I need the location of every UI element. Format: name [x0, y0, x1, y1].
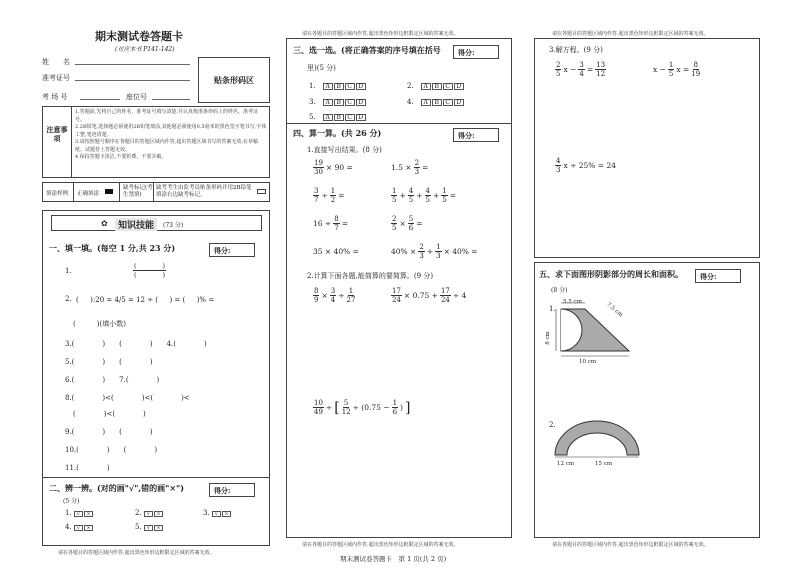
footer-notice: 请在各题目的答题区域内作答,超出黑色矩形边框限定区域的答案无效。 — [552, 542, 709, 548]
calc-expr[interactable]: $\frac{1}{5}$ + $\frac{4}{5}$ + $\frac{4}{5}$ + $\frac{1}{5}$ = — [392, 187, 457, 204]
absent-label: 缺考标记(考生禁填) — [123, 185, 153, 198]
note-item: 3.请按照题号顺序在各题目的答题区域内作答,超出答题区域书写的答案无效;在草稿纸、试题卷上答题无效。 — [75, 139, 259, 153]
q1-line[interactable]: 8.( )<( )<( )< — [65, 394, 190, 402]
seat-label: 座位号 — [126, 93, 147, 101]
calc-expr[interactable]: 40% × $\frac{2}{3}$ + $\frac{1}{3}$ × 40% = — [391, 243, 478, 260]
fill-row — [42, 182, 270, 202]
room-label: 考 场 号 — [42, 93, 68, 101]
q4-title: 四、算一算。(共 26 分) — [293, 128, 382, 138]
q2-title: 二、辨一辨。(对的画"√",错的画"×") — [49, 483, 184, 493]
dim-label: 7.5 cm — [605, 301, 624, 319]
q3-item[interactable]: 2. A B C D — [407, 81, 465, 91]
q4-sub1: 1.直接写出结果。(8 分) — [307, 146, 382, 154]
footer-notice: 请在各题目的答题区域内作答,超出黑色矩形边框限定区域的答案无效。 — [552, 31, 709, 37]
figure-2-label: 2. — [549, 421, 556, 429]
fill-correct-label: 正确填涂 — [77, 191, 100, 197]
q1-line: 1. — [65, 267, 72, 275]
calc-expr[interactable]: $\frac{8}{9}$ × $\frac{3}{4}$ ÷ $\frac{1}{27}$ — [314, 287, 356, 304]
name-field[interactable] — [75, 64, 190, 65]
calc-expr[interactable]: $\frac{3}{7}$ ÷ $\frac{1}{2}$ = — [314, 187, 345, 204]
id-field[interactable] — [75, 80, 190, 81]
knowledge-panel — [42, 210, 270, 546]
footer-notice: 请在各题目的答题区域内作答,超出黑色矩形边框限定区域的答案无效。 — [302, 31, 459, 37]
q1-line[interactable]: ( )<( ) — [73, 410, 146, 418]
calc-expr[interactable]: $\frac{10}{49}$ ÷ [ $\frac{5}{12}$ ÷ (0.75 − $\frac{1}{6}$ ) ] — [314, 399, 411, 416]
q2-item[interactable]: 2. √ × — [135, 509, 164, 517]
dim-label: 15 cm — [595, 461, 613, 467]
room-field[interactable] — [80, 99, 120, 100]
dim-label: 10 cm — [579, 359, 597, 365]
notes-list — [75, 109, 267, 162]
q2-item[interactable]: 5. √ × — [135, 523, 164, 531]
filled-mark — [105, 189, 113, 194]
calc-expr[interactable]: $\frac{19}{30}$ × 90 = — [314, 159, 353, 176]
absent-checkbox[interactable] — [257, 189, 266, 194]
q1-line[interactable]: 11.( ) — [65, 464, 110, 472]
id-label: 准考证号 — [42, 74, 70, 82]
q1-fraction-blanks[interactable]: ( ) ( ) — [134, 262, 166, 279]
calc-expr[interactable]: 1.5 × $\frac{2}{3}$ = — [391, 159, 429, 176]
q1-line[interactable]: 9.( ) ( ) — [65, 428, 153, 436]
q1-line: 2. — [65, 295, 72, 303]
notes-heading: 注意事项 — [46, 125, 68, 143]
answer-panel-2 — [286, 38, 512, 538]
equation[interactable]: $\frac{4}{3}$ x ÷ 25% = 24 — [556, 157, 617, 174]
score-box[interactable]: 得分: — [453, 128, 499, 142]
name-label: 姓 名 — [42, 58, 70, 66]
calc-expr[interactable]: 16 ÷ $\frac{8}{7}$ = — [313, 215, 348, 232]
q3-item[interactable]: 1. A B C D — [309, 81, 367, 91]
q6-title: 五、求下面图形阴影部分的周长和面积。 — [539, 269, 683, 279]
q1-line[interactable]: 6.( ) 7.( ) — [65, 376, 160, 384]
q1-line[interactable]: 3.( ) ( ) 4.( ) — [65, 340, 207, 348]
page-title: 期末测试卷答题卡 — [95, 30, 183, 43]
q2-item[interactable]: 1. √ × — [65, 509, 94, 517]
score-box[interactable]: 得分: — [209, 243, 255, 257]
q1-decimal-blank[interactable]: ( )(填小数) — [73, 320, 126, 328]
calc-expr[interactable]: $\frac{17}{24}$ × 0.75 + $\frac{17}{24}$ ÷ 4 — [392, 287, 467, 304]
figure-2 — [549, 413, 645, 461]
star-icon: ✿ — [101, 219, 108, 228]
equation[interactable]: $\frac{2}{5}$ x − $\frac{3}{4}$ = $\frac{13}{12}$ — [556, 61, 606, 78]
q2-item[interactable]: 4. √ × — [65, 523, 94, 531]
q4-sub2: 2.计算下面各题,能简算的要简算。(9 分) — [307, 272, 434, 280]
q6-points: (8 分) — [551, 287, 568, 294]
q1-line[interactable]: 5.( ) ( ) — [65, 358, 153, 366]
q1-line[interactable]: 10.( ) ( ) — [65, 446, 158, 454]
q3-title-cont: 里)(5 分) — [307, 64, 336, 72]
seat-field[interactable] — [152, 99, 190, 100]
footer-notice: 请在各题目的答题区域内作答,超出黑色矩形边框限定区域的答案无效。 — [302, 542, 459, 548]
q2-points: (5 分) — [63, 498, 80, 505]
score-box[interactable]: 得分: — [453, 45, 499, 59]
note-item: 2.2B铅笔,选择题必须使用2B铅笔填涂,其他题必须使用0.5毫米的黑色签字笔书写,字体工整,笔迹清楚。 — [75, 124, 267, 138]
q3-title: 三、选一选。(将正确答案的序号填在括号 — [293, 45, 441, 55]
answer-panel-3a — [534, 38, 760, 258]
calc-expr[interactable]: 35 × 40% = — [313, 247, 359, 256]
barcode-area: 贴条形码区 — [198, 57, 270, 103]
equation[interactable]: x − $\frac{1}{5}$ x = $\frac{8}{19}$ — [653, 61, 701, 78]
note-item: 1.答题前,先将自己的姓名、准考证号填写清楚,并认真核准条形码上的姓名、准考证号。 — [75, 109, 258, 123]
calc-expr[interactable]: $\frac{2}{5}$ × $\frac{5}{6}$ = — [392, 215, 423, 232]
footer-notice: 请在各题目的答题区域内作答,超出黑色矩形边框限定区域的答案无效。 — [58, 550, 215, 556]
dim-label: 12 cm — [557, 461, 575, 467]
section-score: (73 分) — [163, 222, 184, 229]
q3-item[interactable]: 3. A B C D — [309, 97, 367, 107]
section-title: 知识技能 — [115, 218, 157, 231]
absent-text: 缺考考生由监考员贴条形码并用2B铅笔填涂右边缺考标记。 — [156, 185, 252, 198]
q2-item[interactable]: 3. √ × — [203, 509, 232, 517]
note-item: 4.保持答题卡清洁,不要折叠、不要弄破。 — [75, 154, 167, 160]
notes-box — [42, 106, 270, 178]
dim-label: 5.5 cm — [563, 299, 582, 305]
score-box[interactable]: 得分: — [209, 483, 255, 497]
q1-title: 一、填一填。(每空 1 分,共 23 分) — [49, 243, 176, 253]
q5-title: 3.解方程。(9 分) — [549, 46, 603, 54]
q3-item[interactable]: 4. A B C D — [407, 97, 465, 107]
score-box[interactable]: 得分: — [695, 269, 741, 283]
answer-panel-3b — [534, 262, 760, 538]
page-footer: 期末测试卷答题卡 第 1 页(共 2 页) — [340, 555, 447, 563]
q3-item[interactable]: 5. A B C D — [309, 112, 367, 122]
figure-1-label: 1. — [549, 305, 556, 313]
fill-example-label: 填涂样例 — [46, 191, 69, 197]
subtitle: (对应本书 P141-142) — [115, 46, 175, 53]
shaded-ring — [555, 421, 639, 455]
q1-ratio-text[interactable]: ( ):20 = 4/5 = 12 ÷ ( ) = ( )% = — [76, 296, 215, 304]
dim-label: 8 cm — [544, 331, 551, 345]
